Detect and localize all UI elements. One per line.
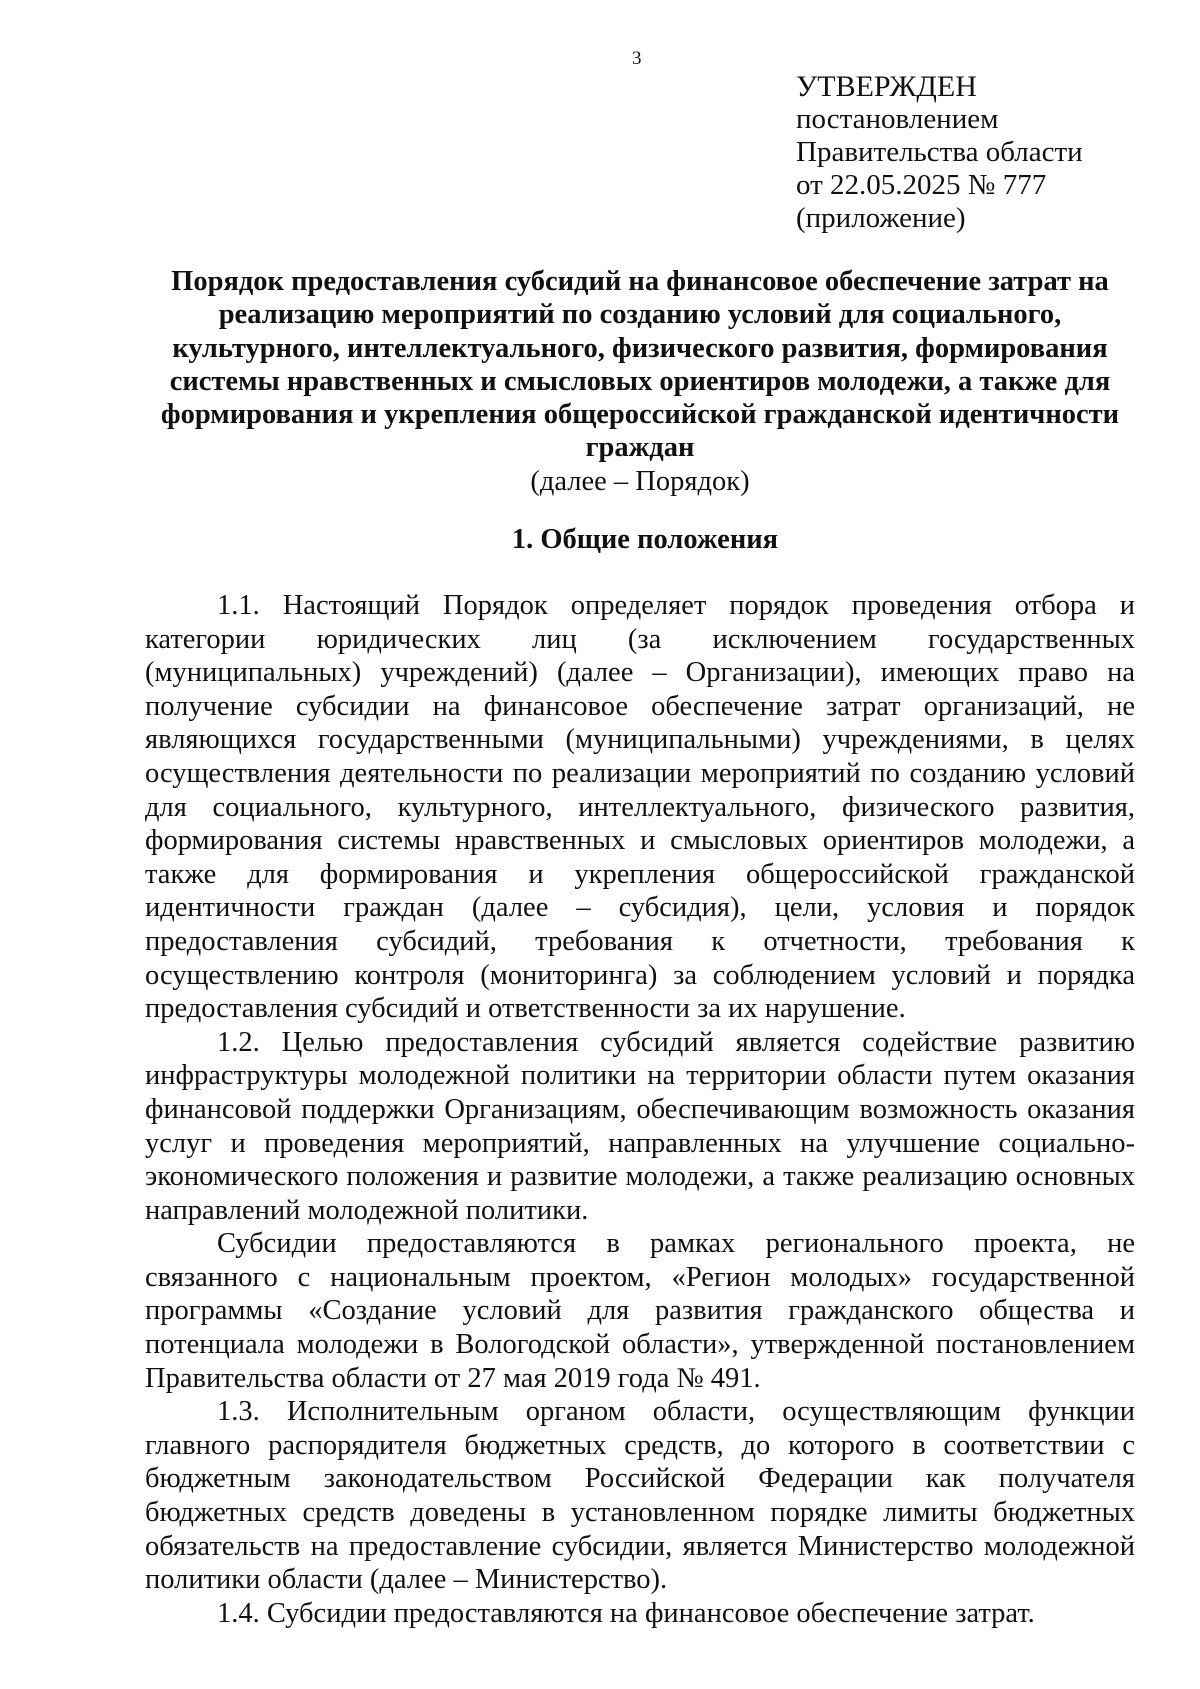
approval-stamp-block [796,70,1176,235]
paragraph-1-4: 1.4. Субсидии предоставляются на финансовое обеспечение затрат. [217,1597,1035,1629]
document-title-block [150,265,1130,499]
approval-date-number: от 22.05.2025 № 777 [796,169,1047,201]
body-text [145,589,1135,1630]
paragraph-subsidies: Субсидии предоставляются в рамках регионального проекта, не связанного с национальным проектом, «Регион молодых» государственной программы «Создание условий для развития гражданского общества и потенциала молодежи в Вологодской области», утвержденной постановлением Правительства области от 27 мая 2019 года № 491. [145,1228,1135,1394]
paragraph-1-1: 1.1. Настоящий Порядок определяет порядок проведения отбора и категории юридических лиц (за исключением государственных (муниципальных) учреждений) (далее – Организации), имеющих право на получение субсидии на финансовое обеспечение затрат организаций, не являющихся государственными (муниципальными) учреждениями, в целях осуществления деятельности по реализации мероприятий по созданию условий для социального, культурного, интеллектуального, физического развития, формирования системы нравственных и смысловых ориентиров молодежи, а также для формирования и укрепления общероссийской гражданской идентичности граждан (далее – субсидия), цели, условия и порядок предоставления субсидий, требования к отчетности, требования к осуществлению контроля (мониторинга) за соблюдением условий и порядка предоставления субсидий и ответственности за их нарушение. [145,590,1135,1025]
approval-line: Правительства области [796,136,1083,168]
document-title: Порядок предоставления субсидий на финансовое обеспечение затрат на реализацию мероприятий по созданию условий для социального, культурного, интеллектуального, физического развития, формирования системы нравственных и смысловых ориентиров молодежи, а также для формирования и укрепления общероссийской гражданской идентичности граждан [160,266,1120,464]
approval-line: постановлением [796,103,999,135]
approval-line: (приложение) [796,202,966,234]
paragraph-1-2: 1.2. Целью предоставления субсидий является содействие развитию инфраструктуры молодежной политики на территории области путем оказания финансовой поддержки Организациям, обеспечивающим возможность оказания услуг и проведения мероприятий, направленных на улучшение социально-экономического положения и развитие молодежи, а также реализацию основных направлений молодежной политики. [145,1026,1135,1226]
approval-heading: УТВЕРЖДЕН [796,70,977,103]
paragraph-1-3: 1.3. Исполнительным органом области, осуществляющим функции главного распорядителя бюджетных средств, до которого в соответствии с бюджетным законодательством Российской Федерации как получателя бюджетных средств доведены в установленном порядке лимиты бюджетных обязательств на предоставление субсидии, является Министерство молодежной политики области (далее – Министерство). [145,1396,1135,1596]
document-title-note: (далее – Порядок) [530,465,750,497]
section-heading: 1. Общие положения [511,524,779,555]
page-number: 3 [632,48,642,69]
